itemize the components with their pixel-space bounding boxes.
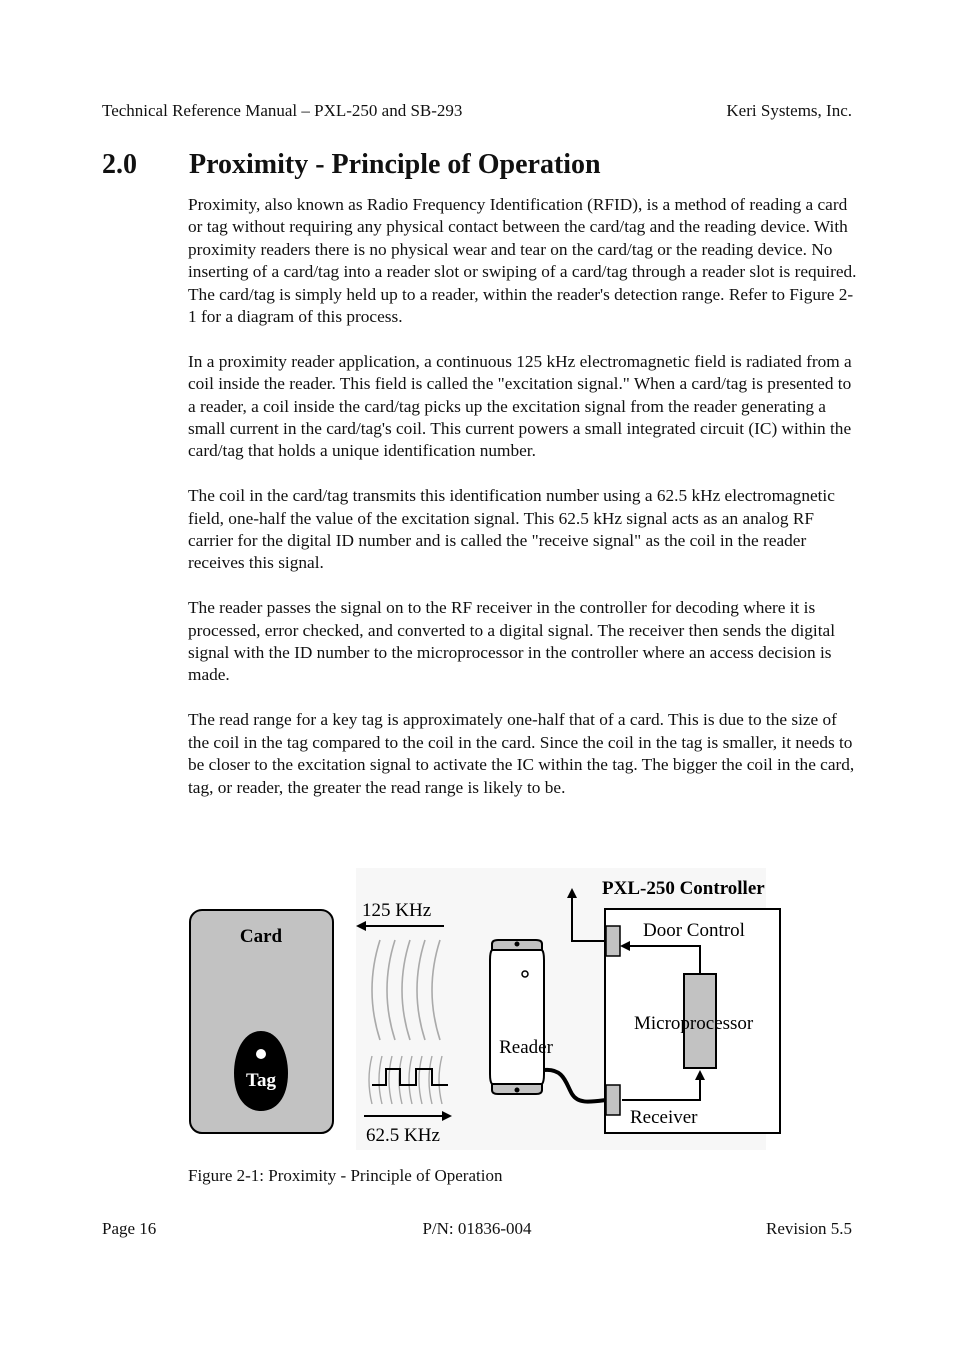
- paragraph: The coil in the card/tag transmits this identification number using a 62.5 kHz electromagnetic field, one-half the value of the excitation signal. This 62.5 kHz signal acts as an analog RF carrier for the digital ID number and is called the "receive signal" as the coil in the reader receives this signal.: [188, 486, 835, 573]
- reader-label: Reader: [499, 1037, 553, 1058]
- card-label: Card: [239, 926, 283, 947]
- paragraph: Proximity, also known as Radio Frequency Identification (RFID), is a method of reading a card or tag without requiring any physical contact between the card/tag and the reading device. With proximity readers there is no physical wear and tear on the card/tag or the reading device. No inserting of a card/tag into a reader slot or swiping of a card/tag through a reader slot is required. The card/tag is simply held up to a reader, within the reader's detection range. Refer to Figure 2-1 for a diagram of this process.: [188, 195, 857, 327]
- door-control-label: Door Control: [643, 920, 745, 941]
- header-title: Technical Reference Manual – PXL-250 and SB-293: [102, 101, 463, 120]
- freq-top-label: 125 KHz: [362, 900, 432, 921]
- header-company: Keri Systems, Inc.: [726, 101, 852, 120]
- paragraph: In a proximity reader application, a continuous 125 kHz electromagnetic field is radiated from a coil inside the reader. This field is called the "excitation signal." When a card/tag is presented to a reader, a coil inside the card/tag picks up the excitation signal from the reader generating a small current in the card/tag's coil. This current powers a small integrated circuit (IC) within the card/tag that holds a unique identification number.: [188, 351, 852, 461]
- paragraph: The read range for a key tag is approximately one-half that of a card. This is due to the size of the coil in the tag compared to the coil in the card. Since the coil in the tag is smaller, it needs to be closer to the excitation signal to activate the IC within the tag. The bigger the coil in the card, tag, or reader, the greater the read range is likely to be.: [188, 710, 855, 797]
- figure-caption: Figure 2-1: Proximity - Principle of Operation: [188, 1166, 503, 1185]
- microprocessor-label: Microprocessor: [634, 1013, 754, 1034]
- footer-revision: Revision 5.5: [766, 1219, 852, 1238]
- door-control-port: [606, 926, 620, 956]
- tag-label: Tag: [246, 1070, 276, 1091]
- freq-bottom-label: 62.5 KHz: [366, 1125, 440, 1146]
- section-number: 2.0: [102, 149, 137, 180]
- body-text: [188, 194, 858, 821]
- section-title: Proximity - Principle of Operation: [189, 149, 601, 180]
- receiver-port: [606, 1085, 620, 1115]
- section-heading: [102, 148, 601, 182]
- footer-page: Page 16: [102, 1219, 157, 1238]
- receiver-label: Receiver: [630, 1107, 698, 1128]
- tag-hole-icon: [256, 1049, 266, 1059]
- reader-shape: [490, 940, 544, 1094]
- proximity-diagram: [186, 868, 786, 1150]
- paragraph: The reader passes the signal on to the RF receiver in the controller for decoding where it is processed, error checked, and converted to a digital signal. The receiver then sends the digital signal with the ID number to the microprocessor in the controller where an access decision is made.: [188, 598, 836, 685]
- footer-part-number: P/N: 01836-004: [422, 1219, 532, 1238]
- controller-title: PXL-250 Controller: [602, 878, 765, 899]
